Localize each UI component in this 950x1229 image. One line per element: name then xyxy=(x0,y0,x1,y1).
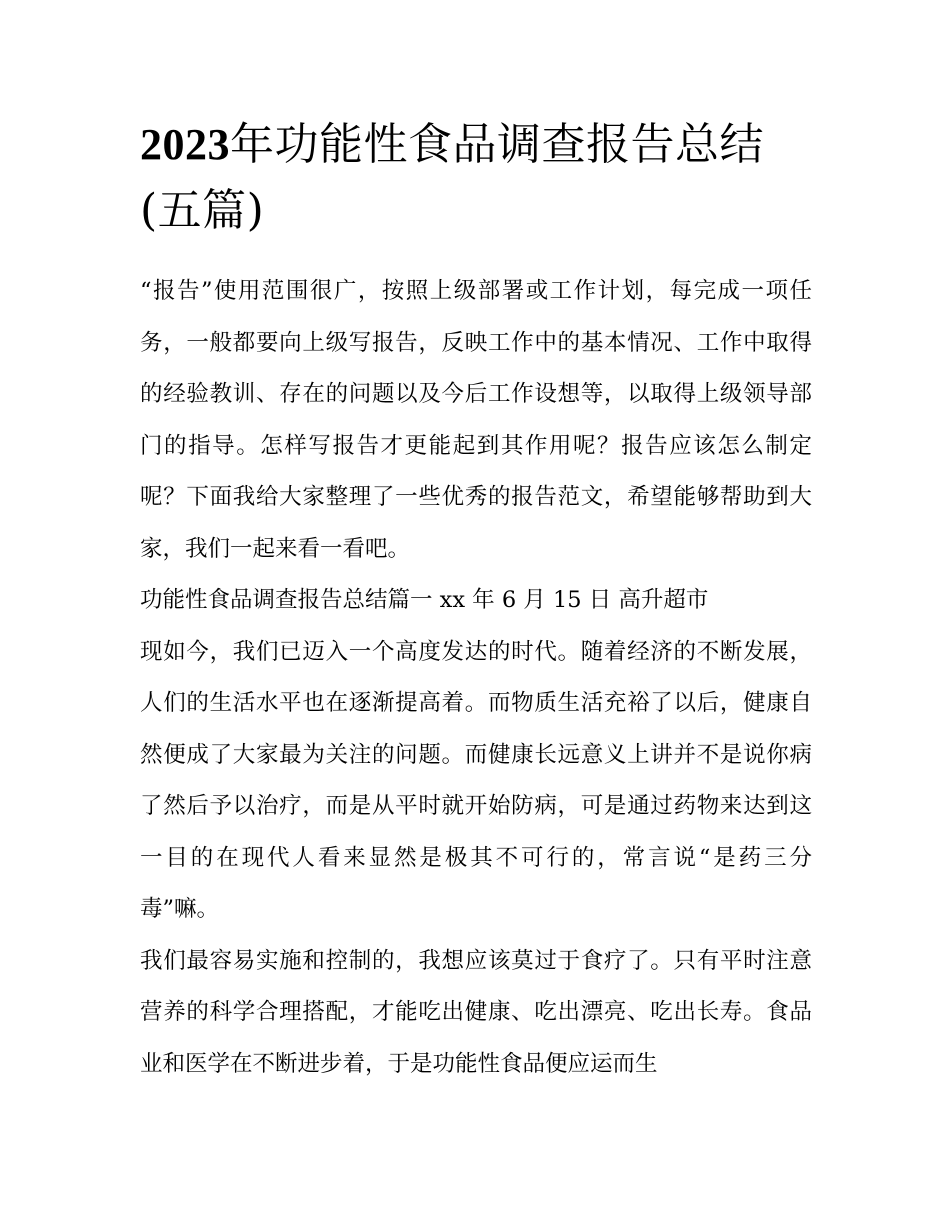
document-body xyxy=(140,266,812,1090)
title-text: 年功能性食品调查报告总结(五篇) xyxy=(140,119,764,236)
document-page xyxy=(140,112,812,1090)
title-year: 2023 xyxy=(140,120,230,169)
section-heading-1: 功能性食品调查报告总结篇一 xx 年 6 月 15 日 高升超市 xyxy=(140,587,709,613)
body-paragraph-2: 我们最容易实施和控制的，我想应该莫过于食疗了。只有平时注意营养的科学合理搭配，才能吃出健康、吃出漂亮、吃出长寿。食品业和医学在不断进步着，于是功能性食品便应运而生 xyxy=(140,947,812,1077)
document-title xyxy=(140,112,812,244)
body-paragraph-1: 现如今，我们已迈入一个高度发达的时代。随着经济的不断发展，人们的生活水平也在逐渐提高着。而物质生活充裕了以后，健康自然便成了大家最为关注的问题。而健康长远意义上讲并不是说你病了然后予以治疗，而是从平时就开始防病，可是通过药物来达到这一目的在现代人看来显然是极其不可行的，常言说“是药三分毒”嘛。 xyxy=(140,638,812,922)
intro-paragraph: “报告”使用范围很广，按照上级部署或工作计划，每完成一项任务，一般都要向上级写报告，反映工作中的基本情况、工作中取得的经验教训、存在的问题以及今后工作设想等，以取得上级领导部门的指导。怎样写报告才更能起到其作用呢？报告应该怎么制定呢？下面我给大家整理了一些优秀的报告范文，希望能够帮助到大家，我们一起来看一看吧。 xyxy=(140,278,812,562)
